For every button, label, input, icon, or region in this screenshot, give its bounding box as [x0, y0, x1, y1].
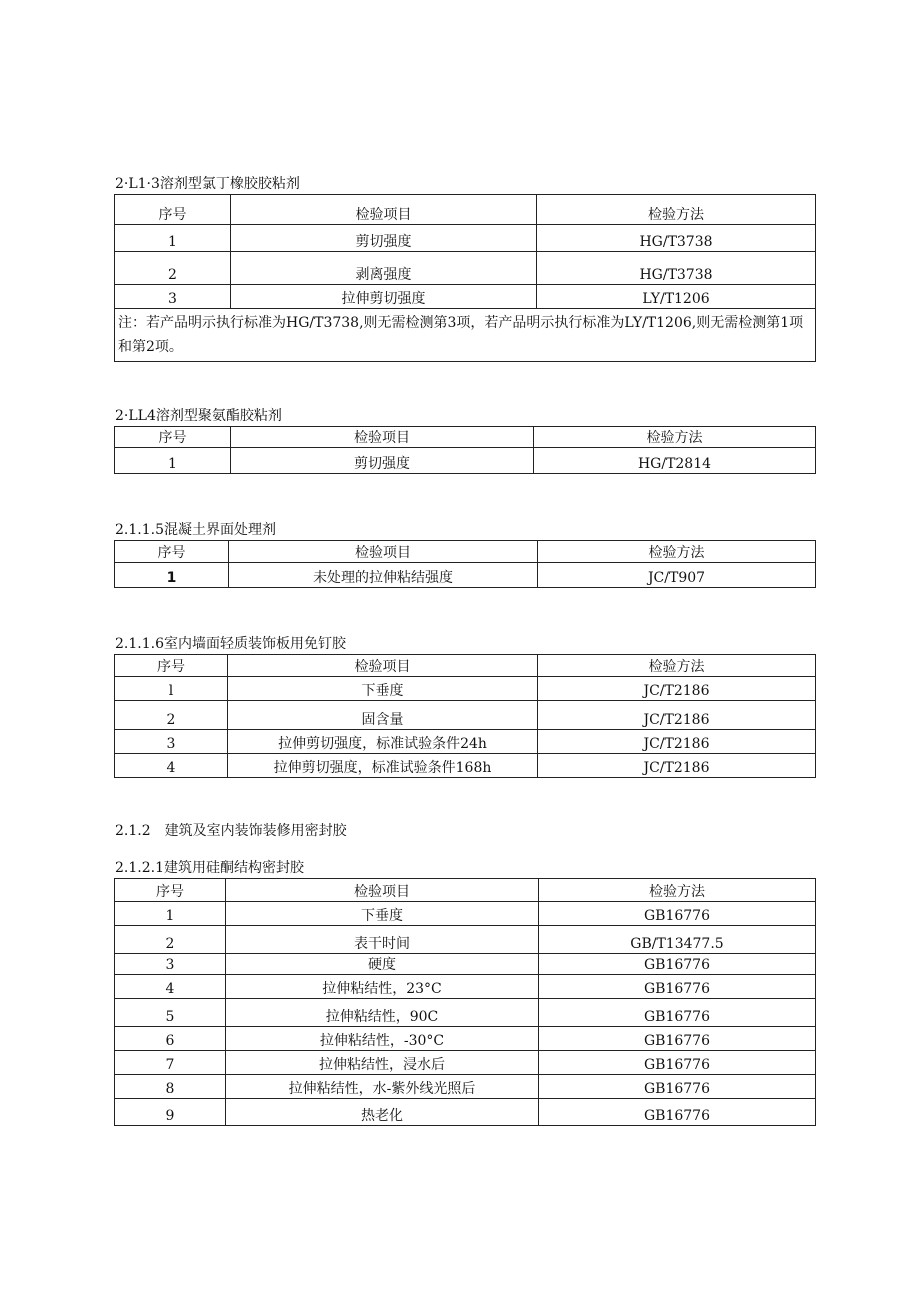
table-header-row [115, 879, 816, 902]
table-row [115, 1051, 816, 1075]
cell-item: 下垂度 [228, 677, 538, 701]
table-row [115, 677, 816, 701]
cell-index: 3 [115, 285, 231, 309]
header-item: 检验项目 [231, 195, 537, 225]
header-method: 检验方法 [534, 427, 816, 448]
cell-index: 4 [115, 975, 226, 999]
cell-item: 拉伸粘结性，水-紫外线光照后 [226, 1075, 539, 1099]
cell-index: 1 [115, 902, 226, 926]
cell-method: GB16776 [539, 1075, 816, 1099]
cell-item: 剪切强度 [231, 448, 534, 474]
cell-item: 固含量 [228, 701, 538, 730]
cell-item: 未处理的拉伸粘结强度 [229, 563, 538, 588]
cell-method: HG/T3738 [537, 252, 816, 285]
section-heading-chloroprene: 2·L1·3溶剂型氯丁橡胶胶粘剂 [115, 176, 300, 192]
cell-item: 热老化 [226, 1099, 539, 1126]
cell-method: GB16776 [539, 999, 816, 1027]
cell-method: GB16776 [539, 1051, 816, 1075]
table-row [115, 448, 816, 474]
table-concrete-interface [114, 540, 816, 588]
table-row [115, 926, 816, 954]
header-item: 检验项目 [231, 427, 534, 448]
header-index: 序号 [115, 427, 231, 448]
cell-method: GB16776 [539, 1027, 816, 1051]
cell-index: l [115, 677, 228, 701]
cell-index: 7 [115, 1051, 226, 1075]
table-nail-free-adhesive [114, 654, 816, 778]
header-item: 检验项目 [226, 879, 539, 902]
table-row [115, 754, 816, 778]
header-method: 检验方法 [538, 655, 816, 677]
cell-index: 1 [115, 225, 231, 252]
table-row [115, 701, 816, 730]
header-index: 序号 [115, 541, 229, 563]
cell-method: GB16776 [539, 902, 816, 926]
table-header-row [115, 427, 816, 448]
table-chloroprene [114, 194, 816, 362]
cell-item: 拉伸剪切强度，标准试验条件24h [228, 730, 538, 754]
header-method: 检验方法 [538, 541, 816, 563]
section-heading-polyurethane: 2·LL4溶剂型聚氨酯胶粘剂 [115, 408, 282, 424]
table-header-row [115, 541, 816, 563]
table-row [115, 252, 816, 285]
cell-index: 1 [115, 448, 231, 474]
section-heading-nail-free-adhesive: 2.1.1.6室内墙面轻质装饰板用免钉胶 [115, 636, 346, 652]
cell-method: JC/T2186 [538, 677, 816, 701]
table-row [115, 1027, 816, 1051]
table-note-row [115, 309, 816, 362]
table-row [115, 954, 816, 975]
cell-item: 拉伸粘结性，90C [226, 999, 539, 1027]
cell-method: JC/T2186 [538, 701, 816, 730]
cell-item: 剥离强度 [231, 252, 537, 285]
table-note: 注：若产品明示执行标准为HG/T3738,则无需检测第3项，若产品明示执行标准为LY/T1206,则无需检测第1项和第2项。 [115, 309, 816, 362]
header-method: 检验方法 [539, 879, 816, 902]
table-row [115, 563, 816, 588]
cell-index: 5 [115, 999, 226, 1027]
cell-method: GB16776 [539, 975, 816, 999]
cell-method: LY/T1206 [537, 285, 816, 309]
table-row [115, 1075, 816, 1099]
table-row [115, 225, 816, 252]
table-row [115, 975, 816, 999]
cell-item: 拉伸剪切强度，标准试验条件168h [228, 754, 538, 778]
table-row [115, 730, 816, 754]
table-polyurethane [114, 426, 816, 474]
cell-item: 下垂度 [226, 902, 539, 926]
cell-method: HG/T2814 [534, 448, 816, 474]
cell-method: JC/T2186 [538, 754, 816, 778]
section-heading-concrete-interface: 2.1.1.5混凝土界面处理剂 [115, 522, 276, 538]
cell-index: 2 [115, 252, 231, 285]
cell-item: 拉伸剪切强度 [231, 285, 537, 309]
cell-method: GB16776 [539, 954, 816, 975]
header-index: 序号 [115, 879, 226, 902]
table-row [115, 902, 816, 926]
cell-index: 4 [115, 754, 228, 778]
cell-item: 拉伸粘结性，浸水后 [226, 1051, 539, 1075]
cell-method: GB16776 [539, 1099, 816, 1126]
table-header-row [115, 655, 816, 677]
cell-method: HG/T3738 [537, 225, 816, 252]
table-row [115, 999, 816, 1027]
header-index: 序号 [115, 655, 228, 677]
cell-index: 1 [115, 563, 229, 588]
cell-item: 拉伸粘结性，23°C [226, 975, 539, 999]
cell-item: 表干时间 [226, 926, 539, 954]
header-item: 检验项目 [229, 541, 538, 563]
header-method: 检验方法 [537, 195, 816, 225]
cell-index: 2 [115, 926, 226, 954]
cell-index: 2 [115, 701, 228, 730]
table-silicone-sealant [114, 878, 816, 1126]
section-heading-sealants: 2.1.2 建筑及室内装饰装修用密封胶 [115, 823, 347, 839]
cell-item: 剪切强度 [231, 225, 537, 252]
cell-index: 8 [115, 1075, 226, 1099]
cell-item: 硬度 [226, 954, 539, 975]
table-row [115, 285, 816, 309]
cell-method: GB/T13477.5 [539, 926, 816, 954]
table-row [115, 1099, 816, 1126]
table-header-row [115, 195, 816, 225]
section-heading-silicone-sealant: 2.1.2.1建筑用硅酮结构密封胶 [115, 860, 304, 876]
cell-method: JC/T907 [538, 563, 816, 588]
cell-index: 6 [115, 1027, 226, 1051]
cell-method: JC/T2186 [538, 730, 816, 754]
cell-index: 9 [115, 1099, 226, 1126]
cell-item: 拉伸粘结性，-30°C [226, 1027, 539, 1051]
header-item: 检验项目 [228, 655, 538, 677]
header-index: 序号 [115, 195, 231, 225]
cell-index: 3 [115, 954, 226, 975]
cell-index: 3 [115, 730, 228, 754]
